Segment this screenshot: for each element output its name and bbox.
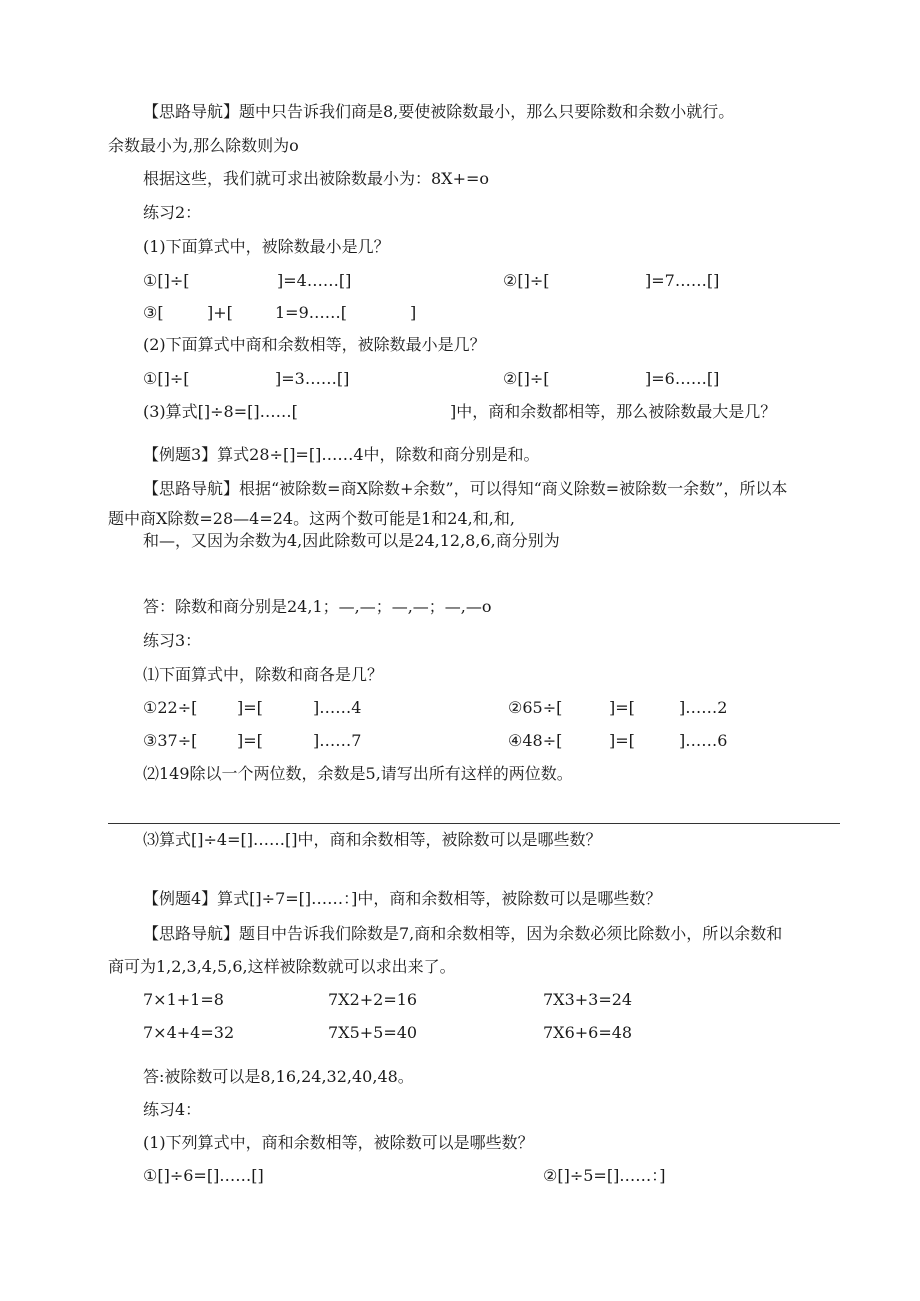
- problem-item: ]=3……[]: [275, 369, 350, 388]
- text-line: 【思路导航】根据“被除数=商X除数+余数”，可以得知“商义除数=被除数一余数”，所以本: [143, 479, 788, 498]
- question: (3)算式[]÷8=[]……[: [143, 402, 298, 421]
- problem-item: 1=9……[: [275, 303, 348, 322]
- problem-item: ]=[: [609, 731, 635, 750]
- problem-item: ②[]÷5=[]……：]: [543, 1166, 666, 1185]
- equation: 7X3+3=24: [543, 990, 633, 1009]
- question: (1)下面算式中，被除数最小是几？: [143, 237, 390, 256]
- text-line: 余数最小为,那么除数则为o: [108, 136, 299, 155]
- problem-item: ③[: [143, 303, 164, 322]
- problem-item: ]=[: [237, 731, 263, 750]
- text-line: 根据这些，我们就可求出被除数最小为：8X+=o: [143, 169, 490, 188]
- answer: 答:被除数可以是8,16,24,32,40,48。: [143, 1067, 414, 1086]
- question: (1)下列算式中，商和余数相等，被除数可以是哪些数？: [143, 1133, 534, 1152]
- problem-item: ]=[: [237, 698, 263, 717]
- problem-item: ①22÷[: [143, 698, 198, 717]
- problem-item: ③37÷[: [143, 731, 198, 750]
- problem-item: ②[]÷[: [503, 271, 550, 290]
- problem-item: ①[]÷6=[]……[]: [143, 1166, 264, 1185]
- answer: 答：除数和商分别是24,1；—,—；—,—；—,—o: [143, 597, 492, 616]
- problem-item: ②[]÷[: [503, 369, 550, 388]
- problem-item: ]……2: [679, 698, 728, 717]
- question: ]中，商和余数都相等，那么被除数最大是几？: [450, 402, 777, 421]
- exercise-heading: 练习4：: [143, 1100, 202, 1119]
- text-line: 【思路导航】题中只告诉我们商是8,要使被除数最小，那么只要除数和余数小就行。: [143, 102, 735, 121]
- question: ⑵149除以一个两位数，余数是5,请写出所有这样的两位数。: [143, 764, 573, 783]
- text-line: 和—，又因为余数为4,因此除数可以是24,12,8,6,商分别为: [143, 531, 560, 550]
- question: ⑴下面算式中，除数和商各是几？: [143, 665, 384, 684]
- equation: 7X6+6=48: [543, 1023, 633, 1042]
- problem-item: ①[]÷[: [143, 369, 190, 388]
- text-line: 商可为1,2,3,4,5,6,这样被除数就可以求出来了。: [108, 957, 456, 976]
- problem-item: ④48÷[: [508, 731, 563, 750]
- problem-item: ]=4……[]: [277, 271, 352, 290]
- exercise-heading: 练习2：: [143, 203, 202, 222]
- equation: 7×4+4=32: [143, 1023, 235, 1042]
- problem-item: ]=6……[]: [645, 369, 720, 388]
- example-heading: 【例题3】算式28÷[]=[]……4中，除数和商分别是和。: [143, 445, 540, 464]
- answer-line: [108, 823, 840, 824]
- problem-item: ②65÷[: [508, 698, 563, 717]
- question: ⑶算式[]÷4=[]……[]中，商和余数相等，被除数可以是哪些数？: [143, 830, 602, 849]
- example-heading: 【例题4】算式[]÷7=[]……：]中，商和余数相等，被除数可以是哪些数？: [143, 889, 662, 908]
- problem-item: ]……4: [313, 698, 362, 717]
- problem-item: ]=7……[]: [645, 271, 720, 290]
- text-line: 【思路导航】题目中告诉我们除数是7,商和余数相等，因为余数必须比除数小，所以余数和: [143, 924, 783, 943]
- problem-item: ]+[: [207, 303, 233, 322]
- equation: 7X2+2=16: [328, 990, 418, 1009]
- problem-item: ]……6: [679, 731, 728, 750]
- equation: 7X5+5=40: [328, 1023, 418, 1042]
- problem-item: ]: [410, 303, 417, 322]
- problem-item: ①[]÷[: [143, 271, 190, 290]
- exercise-heading: 练习3：: [143, 631, 202, 650]
- text-line: 题中商X除数=28—4=24。这两个数可能是1和24,和,和,: [108, 509, 515, 528]
- question: (2)下面算式中商和余数相等，被除数最小是几？: [143, 335, 486, 354]
- problem-item: ]=[: [609, 698, 635, 717]
- equation: 7×1+1=8: [143, 990, 224, 1009]
- problem-item: ]……7: [313, 731, 362, 750]
